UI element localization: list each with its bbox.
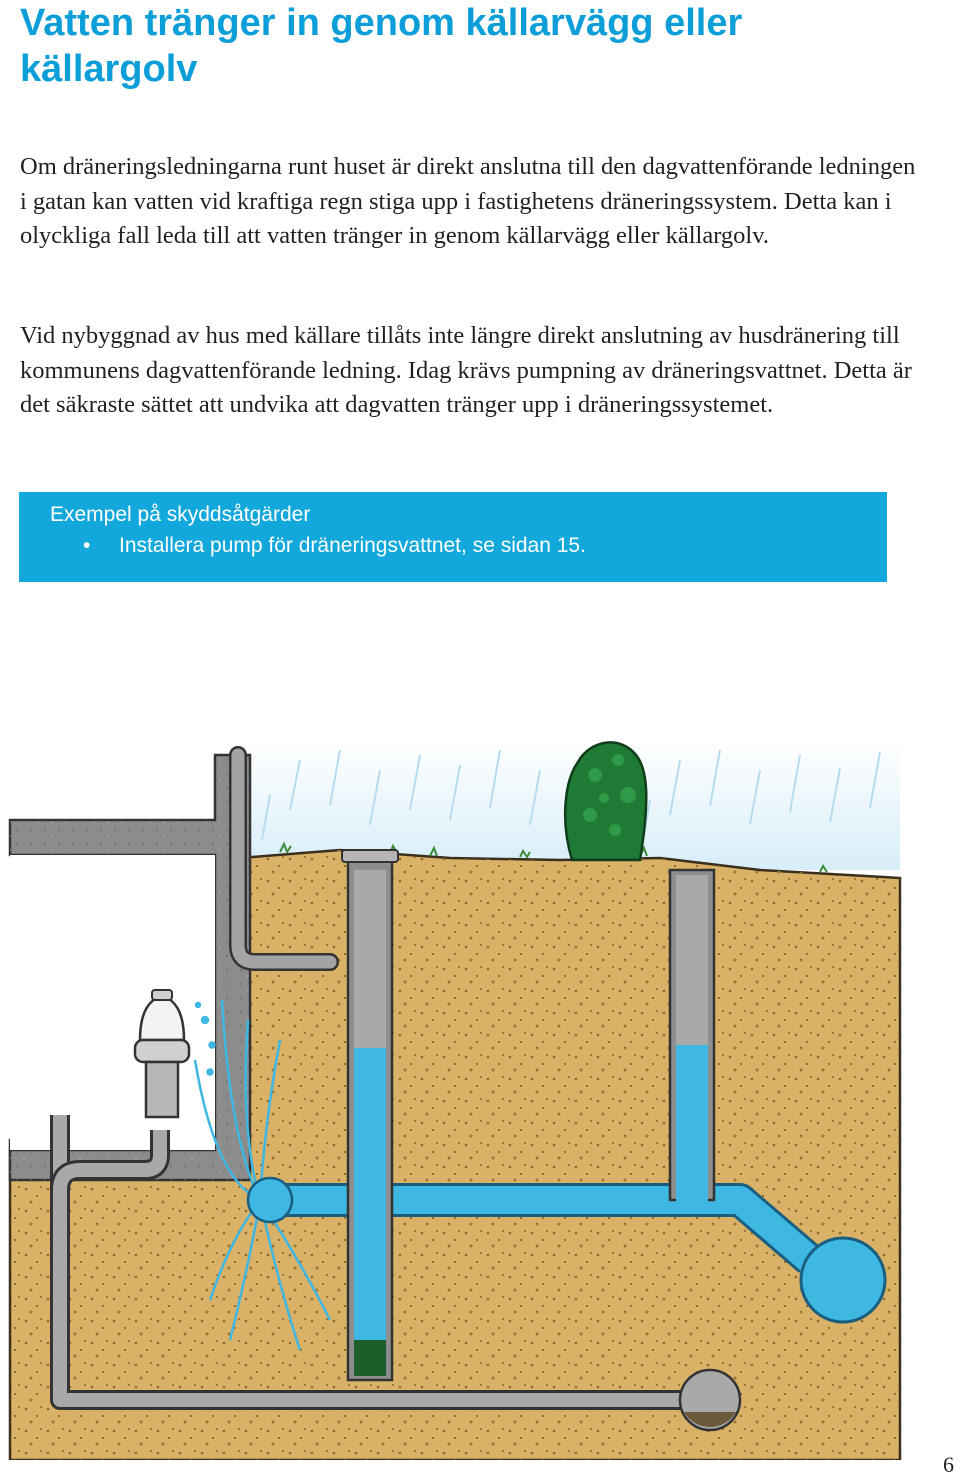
stormwater-well bbox=[670, 870, 714, 1205]
drainage-manhole bbox=[342, 850, 398, 1380]
drainage-illustration bbox=[0, 700, 960, 1460]
sewer-main bbox=[680, 1370, 740, 1430]
infobox-title: Exempel på skyddsåtgärder bbox=[50, 503, 311, 526]
page-number: 6 bbox=[943, 1452, 954, 1477]
paragraph-intro: Om dräneringsledningarna runt huset är direkt anslutna till den dagvattenförande ledningen i gatan kan vatten vid kraftiga regn stiga upp i fastighetens dräneringssystem. Detta kan i olyckliga fall leda till att vatten tränger in genom källarvägg eller källargolv. bbox=[20, 153, 916, 249]
bullet-icon: • bbox=[83, 534, 91, 557]
flooded-street-sewer bbox=[801, 1238, 885, 1322]
infobox-item-text: Installera pump för dräneringsvattnet, se sidan 15. bbox=[119, 534, 586, 557]
paragraph-regulation: Vid nybyggnad av hus med källare tillåts inte längre direkt anslutning av husdränering till kommunens dagvattenförande ledning. Idag krävs pumpning av dräneringsvattnet. Detta är det säkraste sättet att undvika att dagvatten tränger upp i dräneringssystemet. bbox=[20, 322, 912, 418]
page-title: Vatten tränger in genom källarvägg eller källargolv bbox=[20, 2, 743, 90]
protection-measures-box bbox=[19, 492, 887, 582]
infobox-list-item bbox=[83, 532, 586, 560]
